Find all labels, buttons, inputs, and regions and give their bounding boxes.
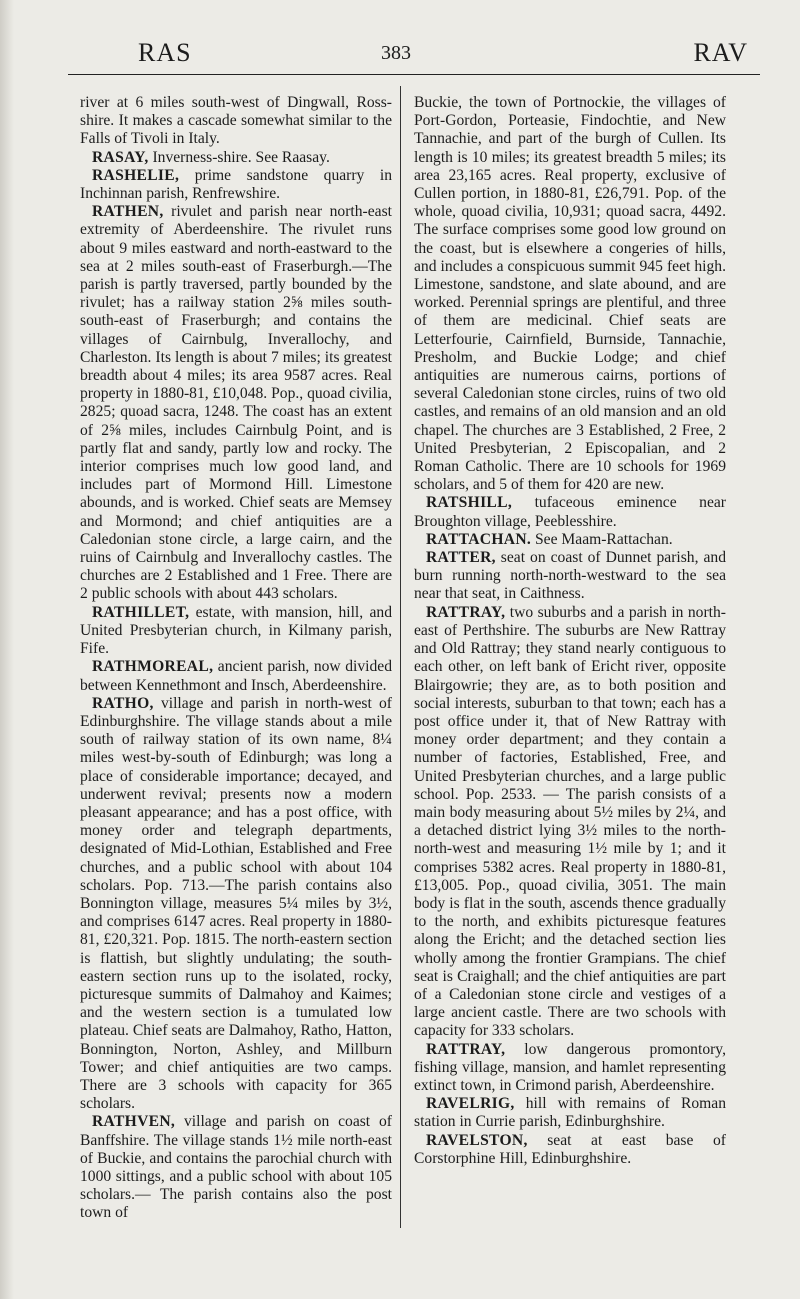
entry-text: two suburbs and a parish in north-east of Perthshire. The suburbs are New Rattray and Old Rattray; they stand nearly contiguous to each other, on left bank of Ericht river, opposite Blairgowrie; they are, as to both position and social interests, suburban to that town; each has a post office under it, that of New Rattray with money order department; and they contain a number of factories, Established, Free, and United Presbyterian churches, and a large public school. Pop. 2533. — The parish consists of a main body measuring about 5½ miles by 2¼, and a detached district lying 3½ miles to the north-north-west and measuring 1½ mile by 1; and it comprises 5382 acres. Real property in 1880-81, £13,005. Pop., quoad civilia, 3051. The main body is flat in the south, ascends thence gradually to the north, and exhibits picturesque features along the Ericht; and the detached section lies wholly among the frontier Grampians. The chief seat is Craighall; and the chief antiquities are part of a Caledonian stone circle and vestiges of a large ancient castle. There are two schools with capacity for 333 scholars. — [414, 603, 726, 1040]
gazetteer-entry — [414, 494, 726, 530]
entry-headword: RAVELSTON, — [426, 1131, 528, 1149]
entry-headword: RATSHILL, — [426, 494, 513, 512]
gazetteer-entry — [414, 531, 726, 549]
entry-headword: RATHILLET, — [92, 603, 190, 621]
entry-headword: RAVELRIG, — [426, 1095, 515, 1113]
gazetteer-entry — [80, 695, 392, 1114]
header-rule — [68, 74, 760, 75]
page-number: 383 — [381, 42, 411, 64]
entry-headword: RATTRAY, — [426, 1040, 506, 1058]
entry-text: Inverness-shire. See Raasay. — [148, 148, 330, 166]
entry-headword: RATHEN, — [92, 203, 164, 221]
gazetteer-entry — [414, 1095, 726, 1131]
header-left-guide-word: RAS — [138, 38, 192, 67]
entry-headword: RATHVEN, — [92, 1113, 176, 1131]
entry-headword: RASAY, — [92, 148, 149, 166]
gazetteer-entry — [80, 1113, 392, 1222]
entry-text: See Maam-Rattachan. — [531, 530, 673, 548]
entry-headword: RATTRAY, — [426, 603, 506, 621]
running-header — [78, 38, 768, 78]
gazetteer-entry — [414, 604, 726, 1041]
entry-text: ancient parish, now divided between Kennethmont and Insch, Aberdeenshire. — [80, 658, 392, 694]
entry-text: village and parish on coast of Banffshire. The village stands 1½ mile north-east of Buckie, and contains the parochial church with 1000 sittings, and a public school with about 105 scholars.— The parish contains also the post town of — [80, 1113, 392, 1222]
right-column — [414, 94, 726, 1168]
left-column — [80, 94, 392, 1223]
entry-text: Buckie, the town of Portnockie, the villages of Port-Gordon, Porteasie, Findochtie, and New Tannachie, and part of the burgh of Cullen. Its length is 10 miles; its greatest breadth 5 miles; its area 23,165 acres. Real property, exclusive of Cullen portion, in 1880-81, £26,791. Pop. of the whole, quoad civilia, 10,931; quoad sacra, 4492. The surface comprises some good low ground on the coast, but is elsewhere a congeries of hills, and includes a conspicuous summit 945 feet high. Limestone, sandstone, and slate abound, and are worked. Perennial springs are plentiful, and three of them are medicinal. Chief seats are Letterfourie, Cairnfield, Burnside, Tannachie, Presholm, and Buckie Lodge; and chief antiquities are numerous cairns, portions of several Caledonian stone circles, ruins of two old castles, and remains of an old mansion and an old chapel. The churches are 3 Established, 2 Free, 2 United Presbyterian, 2 Episcopalian, and 2 Roman Catholic. There are 10 schools for 1969 scholars, and 5 of them for 420 are new. — [414, 94, 726, 494]
entry-text: hill with remains of Roman station in Currie parish, Edinburghshire. — [414, 1095, 726, 1131]
gazetteer-entry — [414, 549, 726, 604]
entry-text: village and parish in north-west of Edinburghshire. The village stands about a mile south of railway station of its own name, 8¼ miles west-by-south of Edinburgh; was long a place of considerable importance; decayed, and underwent revival; presents now a modern pleasant appearance; and has a post office, with money order and telegraph departments, designated of Mid-Lothian, Established and Free churches, and a public school with about 104 scholars. Pop. 713.—The parish contains also Bonnington village, measures 5¼ miles by 3½, and comprises 6147 acres. Real property in 1880-81, £20,321. Pop. 1815. The north-eastern section is flattish, but slightly undulating; the south-eastern section runs up to the isolated, rocky, picturesque summits of Dalmahoy and Kaimes; and the western section is a tumulated low plateau. Chief seats are Dalmahoy, Ratho, Hatton, Bonnington, Norton, Ashley, and Millburn Tower; and chief antiquities are two camps. There are 3 schools with capacity for 365 scholars. — [80, 694, 392, 1113]
gazetteer-entry — [414, 1132, 726, 1168]
entry-text: tufaceous eminence near Broughton village, Peeblesshire. — [414, 494, 726, 530]
gazetteer-entry — [80, 604, 392, 659]
gazetteer-entry — [80, 203, 392, 603]
page-binding-shadow — [0, 0, 14, 1299]
entry-headword: RASHELIE, — [92, 166, 180, 184]
entry-text: river at 6 miles south-west of Dingwall, Ross-shire. It makes a cascade somewhat similar to the Falls of Tivoli in Italy. — [80, 94, 392, 148]
entry-headword: RATTER, — [426, 549, 496, 567]
entry-text: prime sandstone quarry in Inchinnan parish, Renfrewshire. — [80, 166, 392, 203]
entry-text: seat at east base of Corstorphine Hill, Edinburghshire. — [414, 1131, 726, 1167]
entry-text: low dangerous promontory, fishing village, mansion, and hamlet representing extinct town, in Crimond parish, Aberdeenshire. — [414, 1040, 726, 1094]
entry-headword: RATHO, — [92, 694, 154, 712]
gazetteer-entry — [80, 167, 392, 203]
header-right-guide-word: RAV — [693, 38, 748, 67]
gazetteer-entry — [414, 1041, 726, 1096]
entry-text: estate, with mansion, hill, and United Presbyterian church, in Kilmany parish, Fife. — [80, 603, 392, 658]
entry-continuation — [80, 94, 392, 149]
entry-text: seat on coast of Dunnet parish, and burn running north-north-westward to the sea near that seat, in Caithness. — [414, 549, 726, 603]
entry-continuation — [414, 94, 726, 494]
entry-text: rivulet and parish near north-east extremity of Aberdeenshire. The rivulet runs about 9 miles eastward and north-eastward to the sea at 2 miles south-east of Fraserburgh.—The parish is partly traversed, partly bounded by the rivulet; has a railway station 2⅝ miles south-south-east of Fraserburgh; and contains the villages of Cairnbulg, Inverallochy, and Charleston. Its length is about 7 miles; its greatest breadth about 4 miles; its area 9587 acres. Real property in 1880-81, £10,048. Pop., quoad civilia, 2825; quoad sacra, 1248. The coast has an extent of 2⅝ miles, includes Cairnbulg Point, and is partly flat and sandy, partly low and rocky. The interior comprises much low good land, and includes part of Mormond Hill. Limestone abounds, and is worked. Chief seats are Memsey and Mormond; and chief antiquities are a Caledonian stone circle, a large cairn, and the ruins of Cairnbulg and Inverallochy castles. The churches are 2 Established and 1 Free. There are 2 public schools with about 443 scholars. — [80, 203, 392, 603]
entry-headword: RATTACHAN. — [426, 530, 532, 548]
column-divider — [400, 86, 401, 1228]
gazetteer-entry — [80, 658, 392, 694]
gazetteer-entry — [80, 149, 392, 167]
entry-headword: RATHMOREAL, — [92, 658, 214, 676]
